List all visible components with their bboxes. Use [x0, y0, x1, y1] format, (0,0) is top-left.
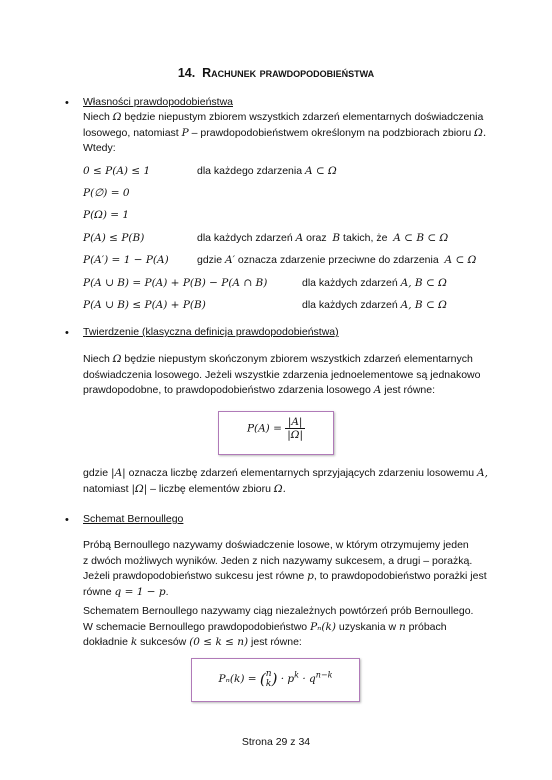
bernoulli-scheme-text: Schematem Bernoullego nazywamy ciąg niezależnych powtórzeń prób Bernoullego. W schemacie Bernoullego prawdopodobieństwo Pₙ(k) uzyskania w n próbach dokładnie k sukcesów (0 ≤ k ≤ n) jest równe: [83, 605, 474, 648]
formula-desc: dla każdych zdarzeń A oraz B takich, że A ⊂ B ⊂ Ω [197, 232, 449, 244]
formula-row: P(Ω) = 1 [83, 209, 130, 221]
formula-row: P(A′) = 1 − P(A) [83, 254, 169, 266]
page-title: 14. Rachunek prawdopodobieństwa [177, 66, 375, 80]
formula-row: P(∅) = 0 [83, 187, 130, 199]
section-heading-bernoulli: Schemat Bernoullego [83, 513, 184, 525]
theorem-explanation: gdzie |A| oznacza liczbę zdarzeń elementarnych sprzyjających zdarzeniu losowemu A, natomiast |Ω| – liczbę elementów zbioru Ω. [83, 467, 488, 495]
formula-desc: dla każdych zdarzeń A, B ⊂ Ω [302, 299, 447, 311]
formula-row: P(A) ≤ P(B) [83, 232, 145, 244]
bernoulli-trial-text: Próbą Bernoullego nazywamy doświadczenie losowe, w którym otrzymujemy jeden z dwóch możliwych wyników. Jeden z nich nazywamy sukcesem, a drugi – porażką. Jeżeli prawdopodobieństwo sukcesu jest równe p, to prawdopodobieństwo porażki jest równe q = 1 − p. [83, 539, 487, 598]
classical-probability-formula: P(A) = $\frac{|A|}{|\Omega|}$ [218, 411, 334, 455]
formula-desc: gdzie A′ oznacza zdarzenie przeciwne do zdarzenia A ⊂ Ω [197, 254, 477, 266]
section-heading-properties: Własności prawdopodobieństwa [83, 96, 233, 108]
formula-row: P(A ∪ B) = P(A) + P(B) − P(A ∩ B) [83, 277, 268, 289]
section-heading-theorem: Twierdzenie (klasyczna definicja prawdopodobieństwa) [83, 326, 339, 338]
bullet-icon: • [65, 327, 69, 339]
formula-desc: dla każdych zdarzeń A, B ⊂ Ω [302, 277, 447, 289]
bullet-icon: • [65, 514, 69, 526]
bullet-icon: • [65, 97, 69, 109]
theorem-text: Niech Ω będzie niepustym skończonym zbiorem wszystkich zdarzeń elementarnych doświadczenia losowego. Jeżeli wszystkie zdarzenia jednoelementowe są jednakowo prawdopodobne, to prawdopodobieństwo zdarzenia losowego A jest równe: [83, 353, 481, 396]
formula-row: P(A ∪ B) ≤ P(A) + P(B) [83, 299, 206, 311]
bernoulli-formula: Pₙ(k) = ( n k ) · $p^k \cdot q^{n-k}$ [191, 658, 360, 702]
formula-row: 0 ≤ P(A) ≤ 1 [83, 165, 151, 177]
page-number: Strona 29 z 34 [241, 736, 311, 748]
properties-intro: Niech Ω będzie niepustym zbiorem wszystkich zdarzeń elementarnych doświadczenia losowego, natomiast P – prawdopodobieństwem określonym na podzbiorach zbioru Ω. Wtedy: [83, 111, 487, 154]
formula-desc: dla każdego zdarzenia A ⊂ Ω [197, 165, 337, 177]
